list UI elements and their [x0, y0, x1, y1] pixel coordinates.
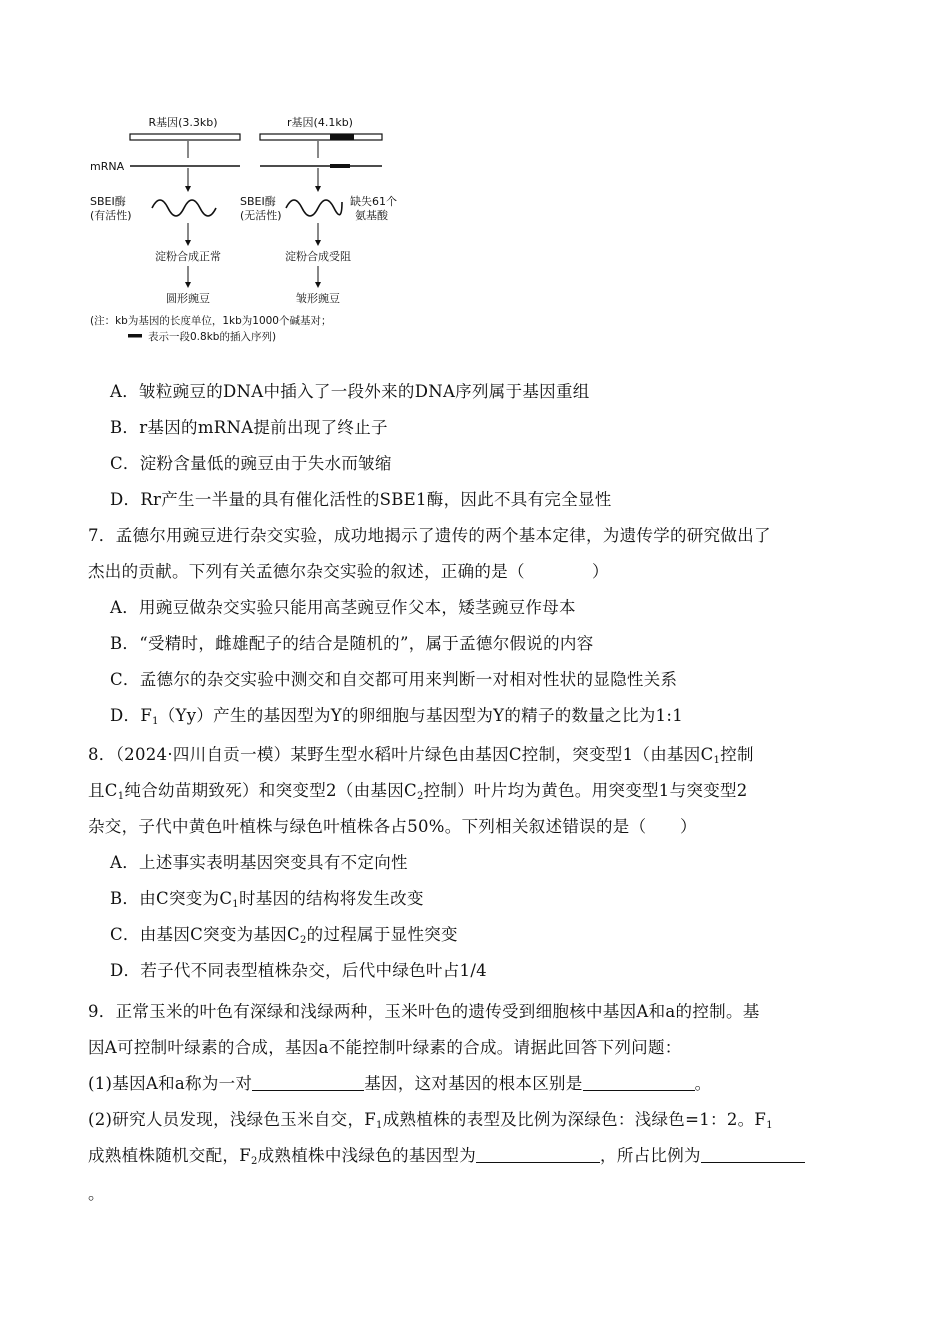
sbei-right-state: (无活性) [240, 209, 282, 222]
note-line1: (注：kb为基因的长度单位，1kb为1000个碱基对； [90, 315, 332, 327]
q6-option-a: A．皱粒豌豆的DNA中插入了一段外来的DNA序列属于基因重组 [110, 382, 590, 401]
missing-aa-line1: 缺失61个 [350, 195, 397, 208]
sbei-right-label: SBEI酶 [240, 195, 276, 208]
insertion-legend-mark [128, 334, 142, 338]
R-gene-bar [130, 134, 240, 140]
answer-blank-2[interactable] [583, 1074, 695, 1091]
q6-option-c: C．淀粉含量低的豌豆由于失水而皱缩 [110, 454, 392, 473]
r-gene-bar [260, 134, 382, 140]
answer-blank-4[interactable] [701, 1146, 805, 1163]
missing-aa-line2: 氨基酸 [355, 209, 388, 222]
q8-stem-line1: 8．（2024·四川自贡一模）某野生型水稻叶片绿色由基因C控制，突变型1（由基因$C_1$控制 [88, 745, 754, 766]
q6-option-b: B．r基因的mRNA提前出现了终止子 [110, 418, 388, 437]
sbei-left-label: SBEI酶 [90, 195, 126, 208]
q9-part2-line3: 。 [88, 1184, 105, 1203]
q9-part1: (1)基因A和a称为一对 基因，这对基因的根本区别是 。 [88, 1074, 712, 1093]
q8-option-d: D．若子代不同表型植株杂交，后代中绿色叶占1/4 [110, 961, 487, 980]
pea-left: 圆形豌豆 [166, 292, 210, 305]
enzyme-wave-left [152, 200, 216, 216]
q7-option-d: D．$F_1(Yy)$产生的基因型为Y的卵细胞与基因型为Y的精子的数量之比为1:1 [110, 706, 684, 727]
sbei-left-state: (有活性) [90, 209, 132, 222]
gene-expression-diagram [90, 108, 400, 348]
q6-option-d: D．Rr产生一半量的具有催化活性的SBE1酶，因此不具有完全显性 [110, 490, 612, 509]
answer-blank-3[interactable] [476, 1146, 600, 1163]
note-line2: 表示一段0.8kb的插入序列) [148, 331, 277, 343]
enzyme-wave-right [286, 200, 342, 216]
q7-option-a: A．用豌豆做杂交实验只能用高茎豌豆作父本，矮茎豌豆作母本 [110, 598, 576, 617]
q8-option-b: B．由C突变为$C_1$时基因的结构将发生改变 [110, 889, 424, 910]
q7-option-c: C．孟德尔的杂交实验中测交和自交都可用来判断一对相对性状的显隐性关系 [110, 670, 678, 689]
r-gene-label-left: R基因(3.3kb) [148, 116, 218, 129]
pea-right: 皱形豌豆 [296, 292, 340, 305]
q9-stem-line1: 9．正常玉米的叶色有深绿和浅绿两种，玉米叶色的遗传受到细胞核中基因A和a的控制。基 [88, 1002, 760, 1021]
q8-option-c: C．由基因C突变为基因$C_2$的过程属于显性突变 [110, 925, 458, 946]
mrna-label: mRNA [90, 160, 125, 173]
q7-stem-line1: 7．孟德尔用豌豆进行杂交实验，成功地揭示了遗传的两个基本定律，为遗传学的研究做出了 [88, 526, 771, 545]
q8-option-a: A．上述事实表明基因突变具有不定向性 [110, 853, 408, 872]
q8-stem-line2: 且$C_1$纯合幼苗期致死）和突变型2（由基因$C_2$控制）叶片均为黄色。用突变型1与突变型2 [88, 781, 748, 802]
q9-stem-line2: 因A可控制叶绿素的合成，基因a不能控制叶绿素的合成。请据此回答下列问题： [88, 1038, 682, 1057]
insertion-segment [330, 134, 354, 140]
q9-part2-line1: (2)研究人员发现，浅绿色玉米自交，$F_1$成熟植株的表型及比例为深绿色：浅绿色=1：2。$F_1$ [88, 1110, 773, 1131]
starch-left: 淀粉合成正常 [155, 250, 221, 263]
q9-part2-line2: 成熟植株随机交配，$F_2$成熟植株中浅绿色的基因型为 ，所占比例为 [88, 1145, 805, 1167]
q7-option-b: B．“受精时，雌雄配子的结合是随机的”，属于孟德尔假说的内容 [110, 634, 594, 653]
r-gene-label-right: r基因(4.1kb) [287, 116, 353, 129]
starch-right: 淀粉合成受阻 [285, 250, 351, 263]
q7-stem-line2: 杰出的贡献。下列有关孟德尔杂交实验的叙述，正确的是（ ） [88, 562, 609, 581]
q8-stem-line3: 杂交，子代中黄色叶植株与绿色叶植株各占50%。下列相关叙述错误的是（ ） [88, 817, 697, 836]
answer-blank-1[interactable] [252, 1074, 364, 1091]
